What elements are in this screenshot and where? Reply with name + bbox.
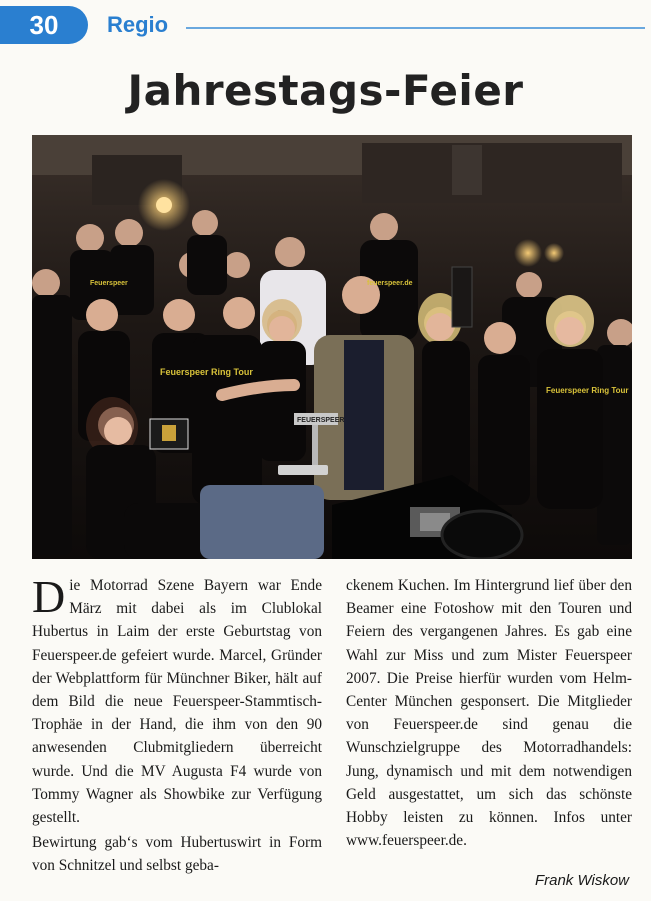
shirt-print: Feuerspeer Ring Tour	[160, 367, 253, 377]
section-label: Regio	[107, 12, 169, 37]
article-column-right	[346, 574, 632, 852]
article-headline: Jahrestags-Feier	[127, 66, 524, 115]
page-number-badge	[0, 6, 88, 44]
author-byline: Frank Wiskow	[534, 872, 629, 889]
svg-text:Feuerspeer: Feuerspeer	[90, 280, 128, 287]
shirt-print-2: Feuerspeer Ring Tour	[546, 386, 629, 395]
article-photo	[32, 135, 632, 559]
group-photo-illustration	[32, 135, 632, 559]
paragraph-1-text: ie Motorrad Szene Bayern war Ende März mit dabei als im Clublokal Hubertus in Laim der erste Geburtstag von Feuerspeer.de gefeiert wurde. Marcel, Gründer der Webplattform für Münchner Biker, hält auf dem Bild die neue Feuerspeer-Stammtisch-Trophäe in der Hand, die ihm von den 90 anwesenden Clubmitgliedern überreicht wurde. Und die MV Augusta F4 wurde von Tommy Wagner als Showbike zur Verfügung gestellt.	[32, 577, 322, 827]
article-paragraph-1	[32, 571, 322, 829]
page-number: 30	[29, 9, 59, 40]
svg-text:feuerspeer.de: feuerspeer.de	[367, 280, 413, 287]
drop-cap: D	[32, 571, 66, 622]
article-paragraph-3: ckenem Kuchen. Im Hintergrund lief über den Beamer eine Fotoshow mit den Touren und Feiern des vergangenen Jahres. Es gab eine Wahl zur Miss und zum Mister Feuerspeer 2007. Die Preise hierfür wurden vom Helm-Center München gesponsert. Die Mitglieder von Feuerspeer.de sind genau die Wunschzielgruppe des Motorradhandels: Jung, dynamisch und mit dem notwendigen Geld ausgestattet, um sich das schönste Hobby leisten zu können. Infos unter www.feuerspeer.de.	[346, 577, 632, 850]
trophy-label: FEUERSPEER	[297, 417, 345, 424]
article-paragraph-2: Bewirtung gab‘s vom Hubertuswirt in Form von Schnitzel und selbst geba-	[32, 834, 322, 875]
article-column-left	[32, 571, 322, 878]
section-divider	[186, 27, 645, 29]
